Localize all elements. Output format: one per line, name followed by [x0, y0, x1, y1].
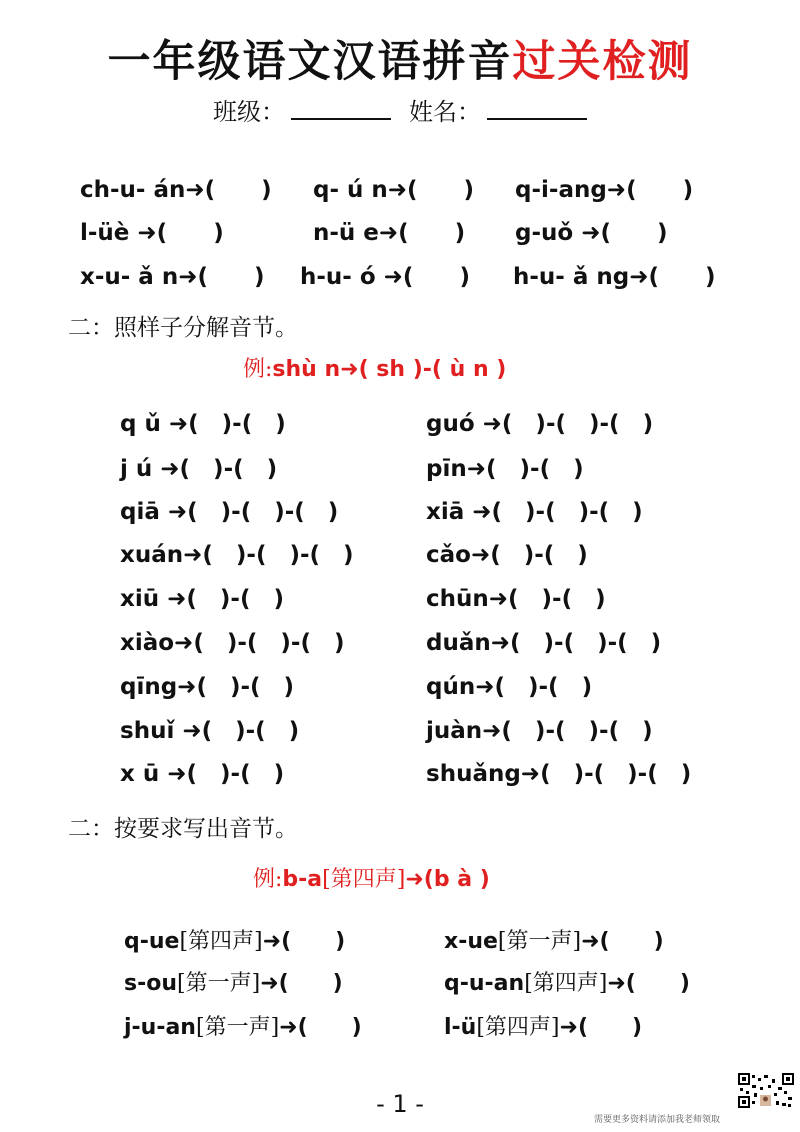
s1-item[interactable]: x-u- ǎ n➜( ): [80, 264, 265, 290]
s3-item[interactable]: [124, 966, 343, 997]
s3-pinyin: q-u-an: [444, 971, 525, 996]
footnote: 需要更多资料请添加我老师领取: [594, 1115, 721, 1125]
s3-pinyin: l-ü: [444, 1015, 477, 1040]
section3-example: [253, 862, 490, 893]
page-number: - 1 -: [376, 1090, 424, 1118]
s3-pinyin: x-ue: [444, 929, 498, 954]
s2-left-item[interactable]: xiū ➜( )-( ): [120, 586, 284, 612]
s1-item[interactable]: l-üè ➜( ): [80, 220, 224, 246]
s3-tone: [第一声]: [177, 971, 261, 996]
s3-item[interactable]: [444, 1010, 642, 1041]
class-blank[interactable]: [291, 98, 391, 120]
qr-code-icon: [738, 1073, 794, 1109]
s2-right-item[interactable]: qún➜( )-( ): [426, 674, 593, 700]
example-tone: [第四声]: [322, 867, 406, 892]
name-blank[interactable]: [487, 98, 587, 120]
s3-item[interactable]: [444, 924, 664, 955]
section2-heading: 二：照样子分解音节。: [68, 315, 298, 341]
s1-item[interactable]: q-i-ang➜( ): [515, 177, 694, 203]
s2-left-item[interactable]: x ū ➜( )-( ): [120, 761, 285, 787]
s3-answer[interactable]: ➜( ): [279, 1015, 362, 1040]
s1-item[interactable]: ch-u- án➜( ): [80, 177, 272, 203]
s1-item[interactable]: h-u- ó ➜( ): [300, 264, 470, 290]
s2-right-item[interactable]: xiā ➜( )-( )-( ): [426, 499, 643, 525]
s1-item[interactable]: q- ú n➜( ): [313, 177, 475, 203]
s2-left-item[interactable]: qiā ➜( )-( )-( ): [120, 499, 339, 525]
student-info: [0, 92, 800, 127]
section3-heading: 二：按要求写出音节。: [68, 816, 298, 842]
s2-right-item[interactable]: pīn➜( )-( ): [426, 456, 584, 482]
s2-left-item[interactable]: qīng➜( )-( ): [120, 674, 295, 700]
s3-answer[interactable]: ➜( ): [581, 929, 664, 954]
s3-item[interactable]: [124, 1010, 362, 1041]
s2-left-item[interactable]: xiào➜( )-( )-( ): [120, 630, 345, 656]
example-result: ➜(b à ): [405, 867, 490, 892]
s1-item[interactable]: g-uǒ ➜( ): [515, 220, 668, 246]
s3-tone: [第一声]: [195, 1015, 280, 1040]
class-label: 班级：: [213, 98, 285, 126]
example-prefix: 例:: [243, 357, 273, 382]
s3-pinyin: s-ou: [124, 971, 178, 996]
s1-item[interactable]: h-u- ǎ ng➜( ): [513, 264, 716, 290]
s2-right-item[interactable]: guó ➜( )-( )-( ): [426, 411, 654, 437]
s2-left-item[interactable]: shuǐ ➜( )-( ): [120, 718, 300, 744]
title-black: 一年级语文汉语拼音: [107, 37, 513, 87]
s3-answer[interactable]: ➜( ): [607, 971, 690, 996]
s2-left-item[interactable]: xuán➜( )-( )-( ): [120, 542, 354, 568]
s3-tone: [第四声]: [179, 929, 263, 954]
s3-item[interactable]: [124, 924, 345, 955]
s3-pinyin: j-u-an: [124, 1015, 196, 1040]
s3-item[interactable]: [444, 966, 690, 997]
s2-right-item[interactable]: shuǎng➜( )-( )-( ): [426, 761, 692, 787]
name-label: 姓名：: [409, 98, 481, 126]
example-pinyin: b-a: [282, 867, 323, 892]
example-text: shù n➜( sh )-( ù n ): [272, 357, 507, 382]
s2-left-item[interactable]: q ǔ ➜( )-( ): [120, 411, 286, 437]
title-red: 过关检测: [512, 37, 693, 87]
s2-right-item[interactable]: juàn➜( )-( )-( ): [426, 718, 653, 744]
s2-left-item[interactable]: j ú ➜( )-( ): [120, 456, 278, 482]
section2-example: [243, 352, 506, 383]
s3-answer[interactable]: ➜( ): [559, 1015, 643, 1040]
s3-tone: [第一声]: [497, 929, 582, 954]
s1-item[interactable]: n-ü e➜( ): [313, 220, 466, 246]
example-prefix: 例:: [253, 867, 283, 892]
s3-answer[interactable]: ➜( ): [260, 971, 343, 996]
s3-answer[interactable]: ➜( ): [262, 929, 346, 954]
s3-pinyin: q-ue: [124, 929, 180, 954]
s2-right-item[interactable]: cǎo➜( )-( ): [426, 542, 588, 568]
page-title: [0, 28, 800, 89]
s3-tone: [第四声]: [476, 1015, 560, 1040]
s2-right-item[interactable]: duǎn➜( )-( )-( ): [426, 630, 662, 656]
s3-tone: [第四声]: [524, 971, 608, 996]
s2-right-item[interactable]: chūn➜( )-( ): [426, 586, 606, 612]
